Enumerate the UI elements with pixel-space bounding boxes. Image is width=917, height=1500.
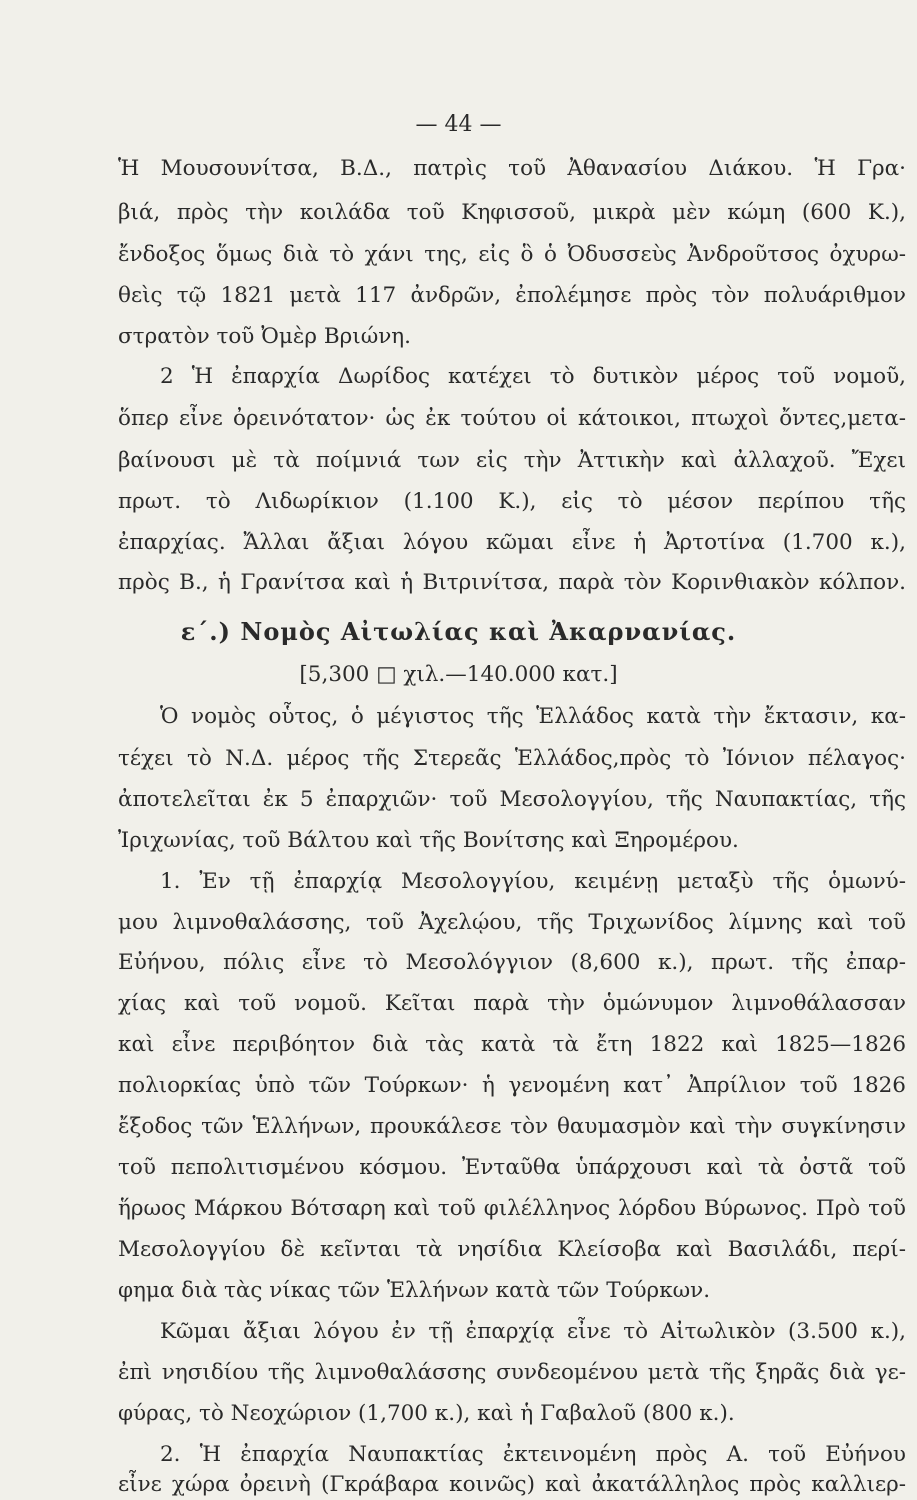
text-line: 1. Ἐν τῇ ἐπαρχίᾳ Μεσολογγίου, κειμένῃ μεταξὺ τῆς ὁμωνύ- xyxy=(160,869,906,894)
text-line: φημα διὰ τὰς νίκας τῶν Ἑλλήνων κατὰ τῶν Τούρκων. xyxy=(118,1278,711,1303)
text-line: τέχει τὸ Ν.Δ. μέρος τῆς Στερεᾶς Ἑλλάδος,πρὸς τὸ Ἰόνιον πέλαγος· xyxy=(118,746,906,771)
text-line: Ὁ νομὸς οὗτος, ὁ μέγιστος τῆς Ἑλλάδος κατὰ τὴν ἔκτασιν, κα- xyxy=(160,704,906,729)
text-line: 2. Ἡ ἐπαρχία Ναυπακτίας ἐκτεινομένη πρὸς Α. τοῦ Εὐήνου xyxy=(160,1442,906,1467)
text-line: ἐπὶ νησιδίου τῆς λιμνοθαλάσσης συνδεομένου μετὰ τῆς ξηρᾶς διὰ γε- xyxy=(118,1360,906,1385)
text-line: χίας καὶ τοῦ νομοῦ. Κεῖται παρὰ τὴν ὁμώνυμον λιμνοθάλασσαν xyxy=(118,991,906,1016)
text-line: ἥρωος Μάρκου Βότσαρη καὶ τοῦ φιλέλληνος λόρδου Βύρωνος. Πρὸ τοῦ xyxy=(118,1196,906,1221)
text-line: φύρας, τὸ Νεοχώριον (1,700 κ.), καὶ ἡ Γαβαλοῦ (800 κ.). xyxy=(118,1401,735,1426)
text-line: 2 Ἡ ἐπαρχία Δωρίδος κατέχει τὸ δυτικὸν μέρος τοῦ νομοῦ, xyxy=(160,364,906,389)
page-number: — 44 — xyxy=(415,112,502,137)
text-line: θεὶς τῷ 1821 μετὰ 117 ἀνδρῶν, ἐπολέμησε πρὸς τὸν πολυάριθμον xyxy=(118,283,906,308)
text-line: ἐπαρχίας. Ἄλλαι ἄξιαι λόγου κῶμαι εἶνε ἡ Ἀρτοτίνα (1.700 κ.), xyxy=(118,530,906,555)
text-line: τοῦ πεπολιτισμένου κόσμου. Ἐνταῦθα ὑπάρχουσι καὶ τὰ ὀστᾶ τοῦ xyxy=(118,1155,906,1180)
text-line: εἶνε χώρα ὀρεινὴ (Γκράβαρα κοινῶς) καὶ ἀκατάλληλος πρὸς καλλιερ- xyxy=(118,1472,906,1497)
text-line: Ἰριχωνίας, τοῦ Βάλτου καὶ τῆς Βονίτσης καὶ Ξηρομέρου. xyxy=(118,828,739,853)
text-line: ἀποτελεῖται ἐκ 5 ἐπαρχιῶν· τοῦ Μεσολογγίου, τῆς Ναυπακτίας, τῆς xyxy=(118,787,906,812)
text-line: στρατὸν τοῦ Ὀμὲρ Βριώνη. xyxy=(118,324,412,349)
text-line: μου λιμνοθαλάσσης, τοῦ Ἀχελῴου, τῆς Τριχωνίδος λίμνης καὶ τοῦ xyxy=(118,910,906,935)
section-subheading: [5,300 □ χιλ.—140.000 κατ.] xyxy=(299,662,618,687)
text-line: πρωτ. τὸ Λιδωρίκιον (1.100 Κ.), εἰς τὸ μέσον περίπου τῆς xyxy=(118,489,906,514)
text-line: Κῶμαι ἄξιαι λόγου ἐν τῇ ἐπαρχίᾳ εἶνε τὸ Αἰτωλικὸν (3.500 κ.), xyxy=(160,1319,906,1344)
text-line: καὶ εἶνε περιβόητον διὰ τὰς κατὰ τὰ ἔτη 1822 καὶ 1825—1826 xyxy=(118,1032,906,1057)
text-line: ὅπερ εἶνε ὀρεινότατον· ὡς ἐκ τούτου οἱ κάτοικοι, πτωχοὶ ὄντες,μετα- xyxy=(118,406,906,431)
text-line: πρὸς Β., ἡ Γρανίτσα καὶ ἡ Βιτρινίτσα, παρὰ τὸν Κορινθιακὸν κόλπον. xyxy=(118,570,906,595)
text-line: Μεσολογγίου δὲ κεῖνται τὰ νησίδια Κλείσοβα καὶ Βασιλάδι, περί- xyxy=(118,1237,906,1262)
section-heading: ε΄.) Νομὸς Αἰτωλίας καὶ Ἀκαρνανίας. xyxy=(180,617,737,646)
text-line: βιά, πρὸς τὴν κοιλάδα τοῦ Κηφισσοῦ, μικρὰ μὲν κώμη (600 Κ.), xyxy=(118,200,906,225)
text-line: Ἡ Μουσουνίτσα, Β.Δ., πατρὶς τοῦ Ἀθανασίου Διάκου. Ἡ Γρα· xyxy=(118,156,906,181)
text-line: βαίνουσι μὲ τὰ ποίμνιά των εἰς τὴν Ἀττικὴν καὶ ἀλλαχοῦ. Ἔχει xyxy=(118,448,906,473)
text-line: ἔξοδος τῶν Ἑλλήνων, προυκάλεσε τὸν θαυμασμὸν καὶ τὴν συγκίνησιν xyxy=(118,1114,906,1139)
text-line: πολιορκίας ὑπὸ τῶν Τούρκων· ἡ γενομένη κατ᾽ Ἀπρίλιον τοῦ 1826 xyxy=(118,1073,906,1098)
text-line: ἔνδοξος ὅμως διὰ τὸ χάνι της, εἰς ὃ ὁ Ὀδυσσεὺς Ἀνδροῦτσος ὀχυρω- xyxy=(118,242,906,267)
text-line: Εὐήνου, πόλις εἶνε τὸ Μεσολόγγιον (8,600 κ.), πρωτ. τῆς ἐπαρ- xyxy=(118,950,906,975)
